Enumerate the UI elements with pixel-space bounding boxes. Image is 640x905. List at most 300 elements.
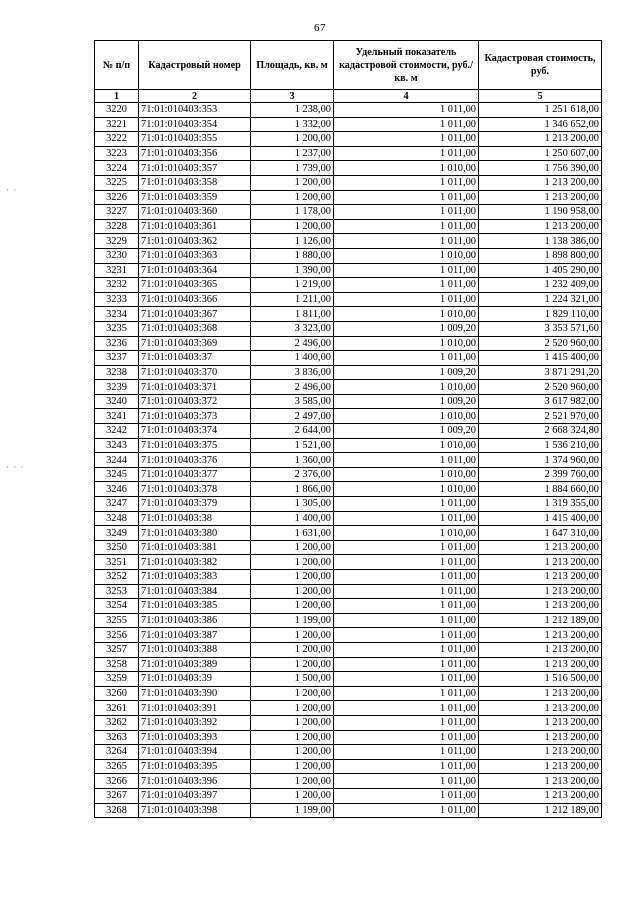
cadastral-number-cell: 71:01:010403:385 xyxy=(139,599,251,614)
rate-cell: 1 011,00 xyxy=(334,759,479,774)
row-number-cell: 3251 xyxy=(95,555,139,570)
rate-cell: 1 010,00 xyxy=(334,409,479,424)
cost-cell: 1 213 200,00 xyxy=(479,132,602,147)
cost-cell: 1 213 200,00 xyxy=(479,759,602,774)
cadastral-number-cell: 71:01:010403:376 xyxy=(139,453,251,468)
table-row xyxy=(95,497,602,512)
area-cell: 1 200,00 xyxy=(251,759,334,774)
cadastral-number-cell: 71:01:010403:356 xyxy=(139,146,251,161)
cadastral-number-cell: 71:01:010403:392 xyxy=(139,715,251,730)
area-cell: 1 880,00 xyxy=(251,248,334,263)
cadastral-number-cell: 71:01:010403:358 xyxy=(139,175,251,190)
row-number-cell: 3240 xyxy=(95,394,139,409)
area-cell: 1 200,00 xyxy=(251,584,334,599)
table-row xyxy=(95,584,602,599)
rate-cell: 1 011,00 xyxy=(334,146,479,161)
column-index: 4 xyxy=(334,90,479,103)
area-cell: 2 496,00 xyxy=(251,336,334,351)
rate-cell: 1 010,00 xyxy=(334,438,479,453)
row-number-cell: 3220 xyxy=(95,103,139,118)
row-number-cell: 3255 xyxy=(95,613,139,628)
cost-cell: 2 399 760,00 xyxy=(479,467,602,482)
rate-cell: 1 011,00 xyxy=(334,497,479,512)
column-header-rate: Удельный показатель кадастровой стоимости, руб./кв. м xyxy=(334,41,479,90)
row-number-cell: 3243 xyxy=(95,438,139,453)
row-number-cell: 3222 xyxy=(95,132,139,147)
cost-cell: 2 668 324,80 xyxy=(479,424,602,439)
table-row xyxy=(95,190,602,205)
row-number-cell: 3262 xyxy=(95,715,139,730)
rate-cell: 1 011,00 xyxy=(334,103,479,118)
cadastral-number-cell: 71:01:010403:368 xyxy=(139,321,251,336)
row-number-cell: 3237 xyxy=(95,351,139,366)
rate-cell: 1 011,00 xyxy=(334,788,479,803)
cost-cell: 3 617 982,00 xyxy=(479,394,602,409)
area-cell: 1 200,00 xyxy=(251,540,334,555)
rate-cell: 1 009,20 xyxy=(334,321,479,336)
column-index: 5 xyxy=(479,90,602,103)
rate-cell: 1 011,00 xyxy=(334,292,479,307)
row-number-cell: 3248 xyxy=(95,511,139,526)
cost-cell: 2 521 970,00 xyxy=(479,409,602,424)
column-header-cost: Кадастровая стоимость, руб. xyxy=(479,41,602,90)
cadastral-number-cell: 71:01:010403:396 xyxy=(139,774,251,789)
cadastral-number-cell: 71:01:010403:379 xyxy=(139,497,251,512)
rate-cell: 1 011,00 xyxy=(334,278,479,293)
cadastral-number-cell: 71:01:010403:383 xyxy=(139,570,251,585)
rate-cell: 1 011,00 xyxy=(334,175,479,190)
table-row xyxy=(95,599,602,614)
cadastral-number-cell: 71:01:010403:357 xyxy=(139,161,251,176)
rate-cell: 1 009,20 xyxy=(334,424,479,439)
cost-cell: 1 250 607,00 xyxy=(479,146,602,161)
cadastral-number-cell: 71:01:010403:362 xyxy=(139,234,251,249)
cost-cell: 1 213 200,00 xyxy=(479,570,602,585)
table-row xyxy=(95,292,602,307)
cost-cell: 1 213 200,00 xyxy=(479,190,602,205)
cadastral-number-cell: 71:01:010403:397 xyxy=(139,788,251,803)
row-number-cell: 3239 xyxy=(95,380,139,395)
cost-cell: 1 415 400,00 xyxy=(479,351,602,366)
area-cell: 2 644,00 xyxy=(251,424,334,439)
row-number-cell: 3263 xyxy=(95,730,139,745)
area-cell: 1 200,00 xyxy=(251,657,334,672)
cadastral-number-cell: 71:01:010403:360 xyxy=(139,205,251,220)
cost-cell: 1 190 958,00 xyxy=(479,205,602,220)
cost-cell: 1 374 960,00 xyxy=(479,453,602,468)
table-row xyxy=(95,365,602,380)
row-number-cell: 3223 xyxy=(95,146,139,161)
table-row xyxy=(95,657,602,672)
row-number-cell: 3242 xyxy=(95,424,139,439)
cost-cell: 1 516 500,00 xyxy=(479,672,602,687)
cost-cell: 1 213 200,00 xyxy=(479,657,602,672)
cost-cell: 1 405 290,00 xyxy=(479,263,602,278)
area-cell: 1 200,00 xyxy=(251,788,334,803)
cadastral-number-cell: 71:01:010403:371 xyxy=(139,380,251,395)
cadastral-number-cell: 71:01:010403:367 xyxy=(139,307,251,322)
cost-cell: 1 232 409,00 xyxy=(479,278,602,293)
column-index-row xyxy=(95,90,602,103)
cadastral-number-cell: 71:01:010403:364 xyxy=(139,263,251,278)
area-cell: 1 400,00 xyxy=(251,351,334,366)
table-row xyxy=(95,380,602,395)
row-number-cell: 3258 xyxy=(95,657,139,672)
cost-cell: 1 213 200,00 xyxy=(479,715,602,730)
page-number: 67 xyxy=(314,22,326,34)
cadastral-number-cell: 71:01:010403:389 xyxy=(139,657,251,672)
column-index: 2 xyxy=(139,90,251,103)
area-cell: 2 497,00 xyxy=(251,409,334,424)
cost-cell: 1 415 400,00 xyxy=(479,511,602,526)
row-number-cell: 3260 xyxy=(95,686,139,701)
rate-cell: 1 009,20 xyxy=(334,394,479,409)
area-cell: 1 811,00 xyxy=(251,307,334,322)
rate-cell: 1 011,00 xyxy=(334,657,479,672)
table-row xyxy=(95,234,602,249)
cost-cell: 1 213 200,00 xyxy=(479,219,602,234)
table-row xyxy=(95,570,602,585)
cadastral-number-cell: 71:01:010403:359 xyxy=(139,190,251,205)
cadastral-number-cell: 71:01:010403:394 xyxy=(139,745,251,760)
margin-mark: · · · xyxy=(6,462,25,472)
rate-cell: 1 011,00 xyxy=(334,117,479,132)
table-header-row xyxy=(95,41,602,90)
cost-cell: 1 647 310,00 xyxy=(479,526,602,541)
area-cell: 1 200,00 xyxy=(251,745,334,760)
column-index: 1 xyxy=(95,90,139,103)
row-number-cell: 3234 xyxy=(95,307,139,322)
cadastral-number-cell: 71:01:010403:375 xyxy=(139,438,251,453)
table-row xyxy=(95,511,602,526)
cost-cell: 1 213 200,00 xyxy=(479,642,602,657)
area-cell: 1 332,00 xyxy=(251,117,334,132)
area-cell: 1 200,00 xyxy=(251,715,334,730)
cadastral-number-cell: 71:01:010403:384 xyxy=(139,584,251,599)
rate-cell: 1 011,00 xyxy=(334,715,479,730)
rate-cell: 1 011,00 xyxy=(334,584,479,599)
cadastral-number-cell: 71:01:010403:380 xyxy=(139,526,251,541)
area-cell: 2 496,00 xyxy=(251,380,334,395)
table-row xyxy=(95,438,602,453)
row-number-cell: 3231 xyxy=(95,263,139,278)
cost-cell: 1 224 321,00 xyxy=(479,292,602,307)
table-body xyxy=(95,103,602,818)
area-cell: 3 323,00 xyxy=(251,321,334,336)
table-row xyxy=(95,788,602,803)
table-row xyxy=(95,745,602,760)
cadastral-number-cell: 71:01:010403:390 xyxy=(139,686,251,701)
cost-cell: 1 213 200,00 xyxy=(479,701,602,716)
rate-cell: 1 011,00 xyxy=(334,234,479,249)
cost-cell: 1 213 200,00 xyxy=(479,686,602,701)
rate-cell: 1 011,00 xyxy=(334,613,479,628)
rate-cell: 1 010,00 xyxy=(334,307,479,322)
table-row xyxy=(95,263,602,278)
cost-cell: 1 884 660,00 xyxy=(479,482,602,497)
table-row xyxy=(95,467,602,482)
cost-cell: 1 213 200,00 xyxy=(479,555,602,570)
cost-cell: 1 346 652,00 xyxy=(479,117,602,132)
row-number-cell: 3244 xyxy=(95,453,139,468)
table-row xyxy=(95,248,602,263)
table-row xyxy=(95,555,602,570)
area-cell: 3 836,00 xyxy=(251,365,334,380)
cost-cell: 1 536 210,00 xyxy=(479,438,602,453)
area-cell: 1 200,00 xyxy=(251,686,334,701)
cadastral-number-cell: 71:01:010403:366 xyxy=(139,292,251,307)
area-cell: 1 200,00 xyxy=(251,555,334,570)
cadastral-number-cell: 71:01:010403:361 xyxy=(139,219,251,234)
cost-cell: 1 319 355,00 xyxy=(479,497,602,512)
rate-cell: 1 011,00 xyxy=(334,540,479,555)
cost-cell: 1 213 200,00 xyxy=(479,584,602,599)
cost-cell: 1 213 200,00 xyxy=(479,730,602,745)
table-row xyxy=(95,351,602,366)
area-cell: 1 500,00 xyxy=(251,672,334,687)
rate-cell: 1 011,00 xyxy=(334,599,479,614)
table-row xyxy=(95,672,602,687)
cadastral-number-cell: 71:01:010403:395 xyxy=(139,759,251,774)
rate-cell: 1 011,00 xyxy=(334,730,479,745)
row-number-cell: 3261 xyxy=(95,701,139,716)
row-number-cell: 3230 xyxy=(95,248,139,263)
cost-cell: 1 213 200,00 xyxy=(479,599,602,614)
table-row xyxy=(95,394,602,409)
cadastral-number-cell: 71:01:010403:354 xyxy=(139,117,251,132)
area-cell: 1 866,00 xyxy=(251,482,334,497)
cadastral-number-cell: 71:01:010403:374 xyxy=(139,424,251,439)
cost-cell: 3 871 291,20 xyxy=(479,365,602,380)
rate-cell: 1 011,00 xyxy=(334,351,479,366)
area-cell: 1 199,00 xyxy=(251,613,334,628)
area-cell: 1 211,00 xyxy=(251,292,334,307)
rate-cell: 1 011,00 xyxy=(334,642,479,657)
area-cell: 1 200,00 xyxy=(251,219,334,234)
cadastral-number-cell: 71:01:010403:387 xyxy=(139,628,251,643)
cadastral-number-cell: 71:01:010403:381 xyxy=(139,540,251,555)
area-cell: 1 200,00 xyxy=(251,701,334,716)
cadastral-number-cell: 71:01:010403:378 xyxy=(139,482,251,497)
table-row xyxy=(95,219,602,234)
cadastral-number-cell: 71:01:010403:37 xyxy=(139,351,251,366)
table-row xyxy=(95,336,602,351)
area-cell: 1 200,00 xyxy=(251,774,334,789)
table-row xyxy=(95,774,602,789)
row-number-cell: 3238 xyxy=(95,365,139,380)
row-number-cell: 3254 xyxy=(95,599,139,614)
rate-cell: 1 010,00 xyxy=(334,380,479,395)
margin-mark: · · xyxy=(6,185,18,195)
area-cell: 1 237,00 xyxy=(251,146,334,161)
table-row xyxy=(95,161,602,176)
area-cell: 1 199,00 xyxy=(251,803,334,818)
column-header-area: Площадь, кв. м xyxy=(251,41,334,90)
area-cell: 1 200,00 xyxy=(251,730,334,745)
cost-cell: 1 213 200,00 xyxy=(479,788,602,803)
rate-cell: 1 011,00 xyxy=(334,132,479,147)
cadastral-number-cell: 71:01:010403:353 xyxy=(139,103,251,118)
table-row xyxy=(95,482,602,497)
column-header-num: № п/п xyxy=(95,41,139,90)
row-number-cell: 3257 xyxy=(95,642,139,657)
cadastral-number-cell: 71:01:010403:398 xyxy=(139,803,251,818)
row-number-cell: 3266 xyxy=(95,774,139,789)
row-number-cell: 3268 xyxy=(95,803,139,818)
rate-cell: 1 011,00 xyxy=(334,774,479,789)
row-number-cell: 3226 xyxy=(95,190,139,205)
rate-cell: 1 011,00 xyxy=(334,686,479,701)
rate-cell: 1 011,00 xyxy=(334,803,479,818)
cadastral-number-cell: 71:01:010403:370 xyxy=(139,365,251,380)
row-number-cell: 3259 xyxy=(95,672,139,687)
area-cell: 1 178,00 xyxy=(251,205,334,220)
column-index: 3 xyxy=(251,90,334,103)
row-number-cell: 3233 xyxy=(95,292,139,307)
rate-cell: 1 011,00 xyxy=(334,701,479,716)
area-cell: 1 200,00 xyxy=(251,175,334,190)
rate-cell: 1 009,20 xyxy=(334,365,479,380)
table-row xyxy=(95,278,602,293)
cost-cell: 3 353 571,60 xyxy=(479,321,602,336)
row-number-cell: 3228 xyxy=(95,219,139,234)
cost-cell: 1 213 200,00 xyxy=(479,540,602,555)
row-number-cell: 3221 xyxy=(95,117,139,132)
row-number-cell: 3250 xyxy=(95,540,139,555)
rate-cell: 1 011,00 xyxy=(334,555,479,570)
cadastral-number-cell: 71:01:010403:39 xyxy=(139,672,251,687)
table-row xyxy=(95,424,602,439)
table-row xyxy=(95,686,602,701)
table-row xyxy=(95,321,602,336)
table-row xyxy=(95,146,602,161)
cadastral-number-cell: 71:01:010403:391 xyxy=(139,701,251,716)
row-number-cell: 3246 xyxy=(95,482,139,497)
row-number-cell: 3256 xyxy=(95,628,139,643)
rate-cell: 1 010,00 xyxy=(334,248,479,263)
cost-cell: 1 251 618,00 xyxy=(479,103,602,118)
rate-cell: 1 011,00 xyxy=(334,628,479,643)
row-number-cell: 3249 xyxy=(95,526,139,541)
row-number-cell: 3236 xyxy=(95,336,139,351)
area-cell: 2 376,00 xyxy=(251,467,334,482)
rate-cell: 1 011,00 xyxy=(334,263,479,278)
rate-cell: 1 010,00 xyxy=(334,467,479,482)
area-cell: 1 200,00 xyxy=(251,628,334,643)
table-row xyxy=(95,205,602,220)
area-cell: 1 200,00 xyxy=(251,642,334,657)
area-cell: 1 739,00 xyxy=(251,161,334,176)
table-row xyxy=(95,803,602,818)
rate-cell: 1 011,00 xyxy=(334,205,479,220)
cadastral-number-cell: 71:01:010403:393 xyxy=(139,730,251,745)
cost-cell: 1 829 110,00 xyxy=(479,307,602,322)
cost-cell: 1 898 800,00 xyxy=(479,248,602,263)
cost-cell: 1 212 189,00 xyxy=(479,613,602,628)
area-cell: 1 126,00 xyxy=(251,234,334,249)
table-row xyxy=(95,175,602,190)
rate-cell: 1 011,00 xyxy=(334,453,479,468)
cadastral-number-cell: 71:01:010403:38 xyxy=(139,511,251,526)
table-row xyxy=(95,307,602,322)
area-cell: 1 631,00 xyxy=(251,526,334,541)
cost-cell: 1 213 200,00 xyxy=(479,175,602,190)
table-row xyxy=(95,117,602,132)
table-row xyxy=(95,628,602,643)
cadastral-number-cell: 71:01:010403:372 xyxy=(139,394,251,409)
rate-cell: 1 010,00 xyxy=(334,482,479,497)
row-number-cell: 3229 xyxy=(95,234,139,249)
rate-cell: 1 011,00 xyxy=(334,570,479,585)
area-cell: 1 390,00 xyxy=(251,263,334,278)
table-row xyxy=(95,759,602,774)
rate-cell: 1 011,00 xyxy=(334,672,479,687)
row-number-cell: 3264 xyxy=(95,745,139,760)
area-cell: 1 219,00 xyxy=(251,278,334,293)
table-row xyxy=(95,453,602,468)
cost-cell: 1 756 390,00 xyxy=(479,161,602,176)
row-number-cell: 3227 xyxy=(95,205,139,220)
table-row xyxy=(95,730,602,745)
cost-cell: 1 138 386,00 xyxy=(479,234,602,249)
cadastral-number-cell: 71:01:010403:369 xyxy=(139,336,251,351)
rate-cell: 1 011,00 xyxy=(334,745,479,760)
row-number-cell: 3247 xyxy=(95,497,139,512)
cadastral-number-cell: 71:01:010403:377 xyxy=(139,467,251,482)
table-row xyxy=(95,526,602,541)
table-row xyxy=(95,132,602,147)
row-number-cell: 3235 xyxy=(95,321,139,336)
table-row xyxy=(95,540,602,555)
table-row xyxy=(95,103,602,118)
rate-cell: 1 010,00 xyxy=(334,336,479,351)
rate-cell: 1 010,00 xyxy=(334,526,479,541)
cost-cell: 2 520 960,00 xyxy=(479,336,602,351)
cadastral-number-cell: 71:01:010403:388 xyxy=(139,642,251,657)
area-cell: 1 200,00 xyxy=(251,570,334,585)
area-cell: 1 238,00 xyxy=(251,103,334,118)
area-cell: 1 521,00 xyxy=(251,438,334,453)
cadastral-number-cell: 71:01:010403:363 xyxy=(139,248,251,263)
table-row xyxy=(95,701,602,716)
row-number-cell: 3225 xyxy=(95,175,139,190)
row-number-cell: 3267 xyxy=(95,788,139,803)
area-cell: 3 585,00 xyxy=(251,394,334,409)
cadastral-number-cell: 71:01:010403:386 xyxy=(139,613,251,628)
row-number-cell: 3224 xyxy=(95,161,139,176)
table-row xyxy=(95,613,602,628)
area-cell: 1 200,00 xyxy=(251,190,334,205)
cadastral-number-cell: 71:01:010403:373 xyxy=(139,409,251,424)
cadastral-number-cell: 71:01:010403:365 xyxy=(139,278,251,293)
cadastral-registry-table xyxy=(94,40,602,818)
cost-cell: 1 213 200,00 xyxy=(479,774,602,789)
area-cell: 1 200,00 xyxy=(251,599,334,614)
row-number-cell: 3232 xyxy=(95,278,139,293)
cost-cell: 2 520 960,00 xyxy=(479,380,602,395)
area-cell: 1 400,00 xyxy=(251,511,334,526)
row-number-cell: 3241 xyxy=(95,409,139,424)
cadastral-number-cell: 71:01:010403:382 xyxy=(139,555,251,570)
area-cell: 1 200,00 xyxy=(251,132,334,147)
area-cell: 1 305,00 xyxy=(251,497,334,512)
rate-cell: 1 010,00 xyxy=(334,161,479,176)
area-cell: 1 360,00 xyxy=(251,453,334,468)
cadastral-number-cell: 71:01:010403:355 xyxy=(139,132,251,147)
rate-cell: 1 011,00 xyxy=(334,190,479,205)
row-number-cell: 3265 xyxy=(95,759,139,774)
cost-cell: 1 213 200,00 xyxy=(479,628,602,643)
